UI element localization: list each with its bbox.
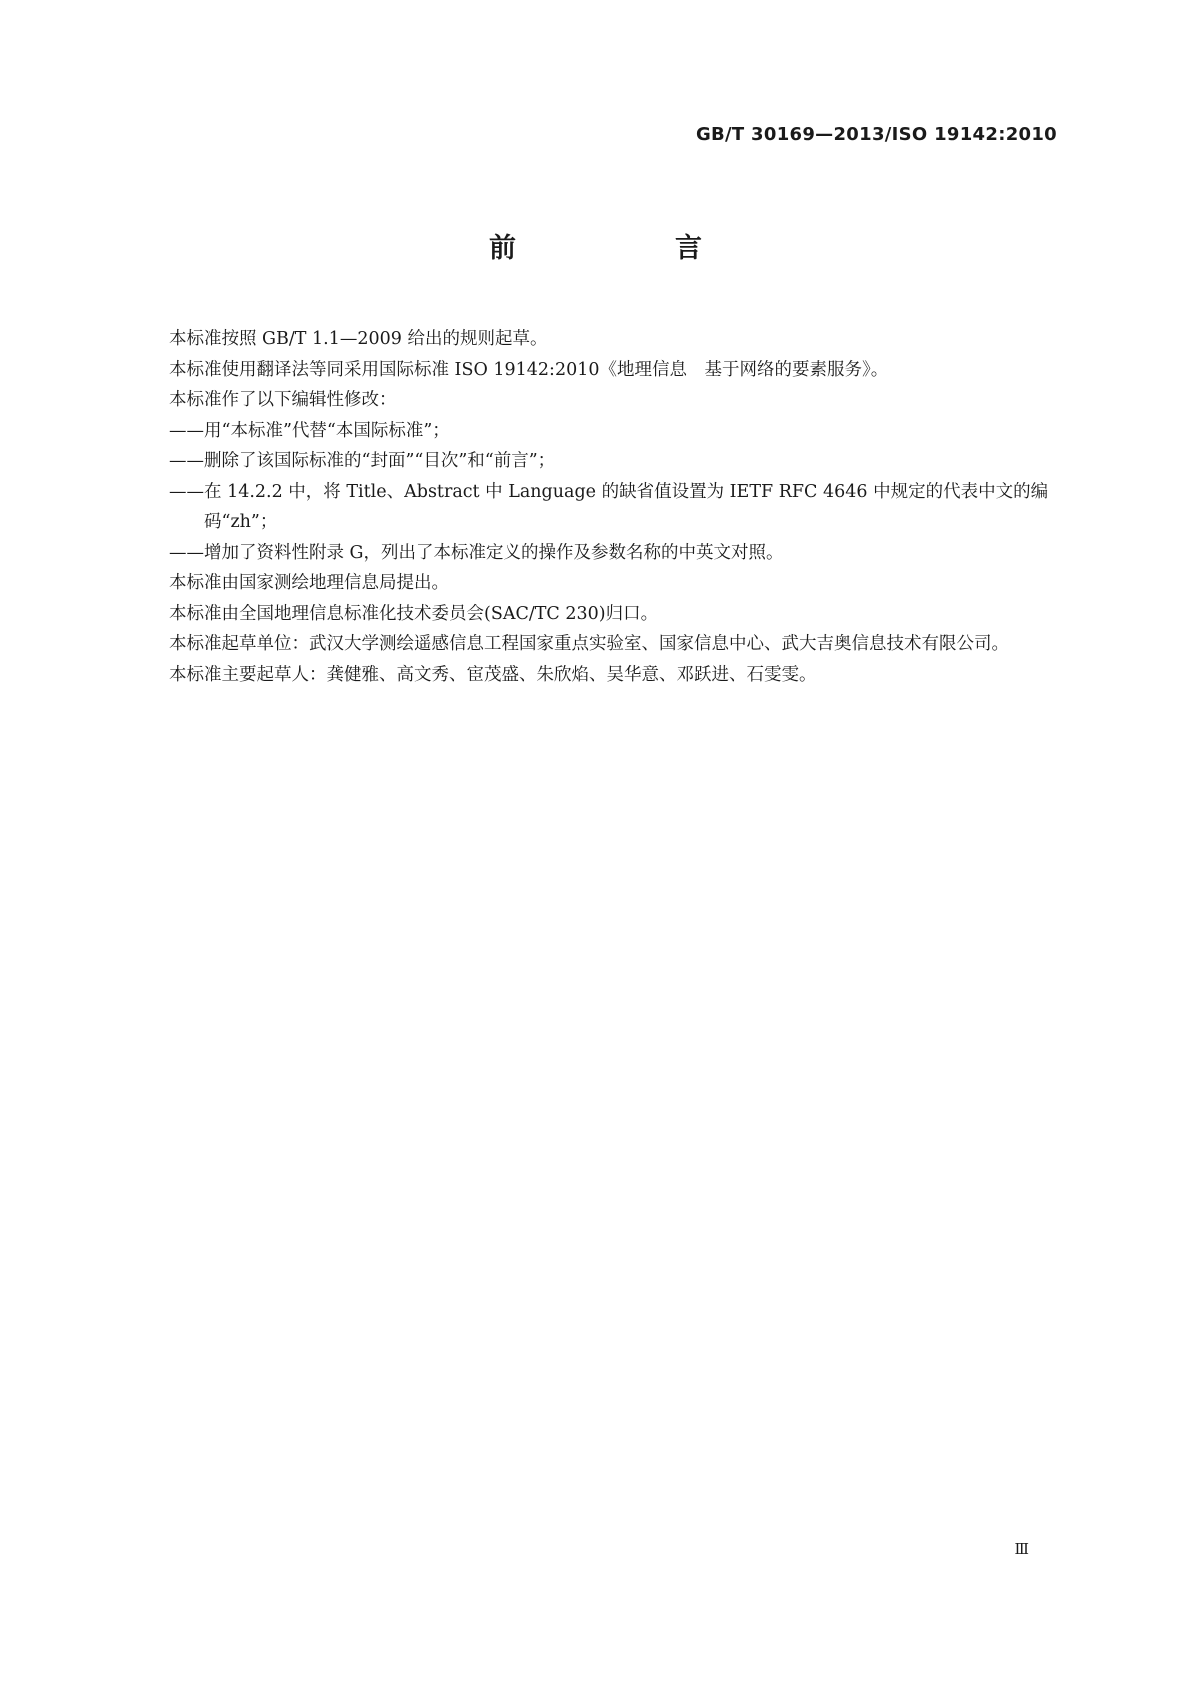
page-number: Ⅲ bbox=[1014, 1540, 1029, 1558]
paragraph: 本标准使用翻译法等同采用国际标准 ISO 19142:2010《地理信息 基于网络的要素服务》。 bbox=[169, 359, 889, 380]
paragraph: 本标准作了以下编辑性修改： bbox=[169, 390, 397, 410]
dash-list-item: ——删除了该国际标准的“封面”“目次”和“前言”； bbox=[169, 451, 556, 471]
dash-list-item: ——用“本标准”代替“本国际标准”； bbox=[169, 420, 450, 441]
paragraph: 本标准起草单位：武汉大学测绘遥感信息工程国家重点实验室、国家信息中心、武大吉奥信息技术有限公司。 bbox=[169, 634, 1009, 654]
paragraph: 本标准由全国地理信息标准化技术委员会(SAC/TC 230)归口。 bbox=[169, 603, 659, 624]
dash-list-item: ——增加了资料性附录 G，列出了本标准定义的操作及参数名称的中英文对照。 bbox=[169, 542, 784, 563]
page-title: 前 言 bbox=[489, 233, 768, 264]
foreword-body bbox=[134, 324, 1056, 690]
dash-list-item: ——在 14.2.2 中，将 Title、Abstract 中 Language 的缺省值设置为 IETF RFC 4646 中规定的代表中文的编码“zh”； bbox=[169, 481, 1049, 532]
paragraph: 本标准由国家测绘地理信息局提出。 bbox=[169, 573, 449, 593]
paragraph: 本标准主要起草人：龚健雅、高文秀、宦茂盛、朱欣焰、吴华意、邓跃进、石雯雯。 bbox=[169, 664, 817, 685]
standard-number: GB/T 30169—2013/ISO 19142:2010 bbox=[695, 124, 1057, 145]
paragraph: 本标准按照 GB/T 1.1—2009 给出的规则起草。 bbox=[169, 329, 548, 349]
